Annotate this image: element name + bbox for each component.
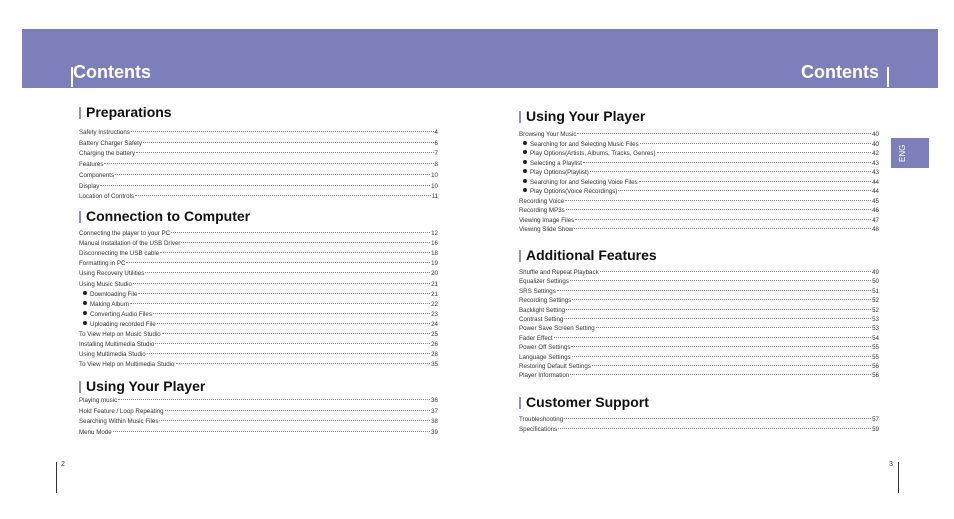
dot-leader [592,365,871,366]
toc-entry-text: Searching Within Music Files [79,418,159,426]
toc-entry[interactable] [79,192,438,202]
toc-entry-text: Selecting a Playlist [530,159,582,167]
toc-entry-page: 52 [872,306,879,314]
toc-entry-label [519,130,576,140]
dot-leader [138,293,430,294]
section-customer-support [519,393,879,433]
section-title: Using Your Player [526,108,646,124]
dot-leader [557,290,871,291]
toc-entry-label [79,182,99,192]
bullet-icon [83,311,87,315]
dot-leader [135,195,431,196]
toc-entry-text: Recording Voice [519,197,565,205]
section-heading [79,377,438,397]
dot-leader [118,399,430,400]
toc-entry-label [519,168,589,178]
toc-entry-page: 50 [872,278,879,286]
toc-entry-page: 38 [431,418,438,426]
toc-entry-label [79,192,134,202]
divider-line [56,462,57,493]
dot-leader [566,209,871,210]
toc-entry-label [79,320,156,330]
page-number-left: 2 [61,461,65,468]
toc-entry[interactable] [79,396,438,406]
toc-entry-label [79,249,159,259]
section-using-your-player-left [79,377,438,437]
toc-entry-page: 21 [431,290,438,298]
toc-entry-page: 4 [434,129,438,136]
toc-entry-label [79,149,135,159]
toc-entry[interactable] [519,130,879,140]
toc-entry-label [519,187,617,197]
header-banner-right [477,29,938,88]
toc-entry-label [79,417,158,427]
toc-entry-page: 12 [431,230,438,237]
bullet-icon [523,160,527,164]
toc-entry[interactable] [79,128,438,138]
dot-leader [618,190,871,191]
dot-leader [159,420,430,421]
dot-leader [113,431,430,432]
toc-entry-text: Language Settings [519,353,571,361]
page-number-right: 3 [889,461,893,468]
toc-entry[interactable] [79,249,438,259]
title-bar-mark [887,67,889,87]
bullet-icon [523,179,527,183]
toc-entry-text: Power Off Settings [519,344,571,352]
dot-leader [104,163,433,164]
toc-entry[interactable] [519,225,879,235]
toc-entry-label [79,290,137,300]
toc-entry[interactable] [519,159,879,169]
toc-entry-text: Disconnecting the USB cable [79,250,160,258]
toc-entry-text: To View Help on Music Studio [79,331,161,338]
section-heading [79,207,438,227]
toc-entry[interactable] [79,149,438,159]
toc-entry-text: Charging the battery [79,150,136,158]
divider-line [898,462,899,493]
dot-leader [145,272,430,273]
toc-entry-page: 43 [872,169,879,176]
dot-leader [133,283,430,284]
toc-entry-label [519,225,573,235]
toc-entry-text: Manual Installation of the USB Driver [79,240,181,248]
dot-leader [570,280,871,281]
toc-entry-text: Backlight Setting [519,306,566,314]
toc-entry-label [79,280,132,290]
dot-leader [575,219,871,220]
toc-entry-text: Equalizer Settings [519,278,569,286]
toc-entry-page: 7 [434,150,438,158]
dot-leader [583,162,871,163]
section-heading [519,246,879,266]
section-heading [79,103,438,123]
toc-entry-label [79,128,130,138]
dot-leader [100,185,430,186]
dot-leader [155,343,430,344]
dot-leader [558,428,871,429]
toc-entry-label [79,407,164,417]
toc-entry-text: Converting Audio Files [90,310,152,318]
toc-entry[interactable] [79,320,438,330]
toc-entry-page: 59 [872,425,879,433]
heading-bar-mark [79,211,81,223]
dot-leader [564,418,871,419]
toc-entry-text: Searching for and Selecting Voice Files [530,178,638,186]
section-title: Using Your Player [86,378,206,394]
toc-entry-label [79,340,154,350]
toc-entry[interactable] [79,269,438,279]
toc-entry-text: SRS Settings [519,287,556,295]
toc-entry-text: Playing music [79,397,118,404]
toc-entry-text: Features [79,161,104,169]
toc-entry[interactable] [79,330,438,340]
toc-entry-text: Connecting the player to your PC [79,230,171,237]
toc-entry-label [79,259,125,269]
dot-leader [571,346,871,347]
section-preparations [79,103,438,201]
dot-leader [176,363,431,364]
toc-entry[interactable] [519,371,879,381]
toc-entry-label [519,178,638,188]
toc-entry-label [79,300,129,310]
toc-entry-page: 10 [431,182,438,190]
dot-leader [130,303,430,304]
toc-entry[interactable] [519,178,879,188]
language-tab-label: ENG [898,144,907,162]
toc-entry-text: Searching for and Selecting Music Files [530,140,639,148]
toc-entry-page: 45 [872,197,879,205]
toc-entry-label [519,216,574,226]
toc-entry-label [79,310,152,320]
toc-entry[interactable] [519,149,879,159]
bullet-icon [83,321,87,325]
toc-entry-page: 44 [872,178,879,186]
toc-entry[interactable] [79,310,438,320]
toc-entry-label [519,206,565,216]
dot-leader [165,410,430,411]
bullet-icon [523,141,527,145]
toc-entry-page: 49 [872,269,879,276]
toc-entry-text: Power Save Screen Setting [519,325,595,333]
section-heading [519,393,879,413]
toc-entry[interactable] [79,407,438,417]
toc-entry-text: Play Options(Artists, Albums, Tracks, Genres) [530,150,656,157]
section-title: Connection to Computer [86,208,251,224]
toc-entry-text: Fader Effect [519,334,553,342]
dot-leader [554,337,872,338]
toc-entry[interactable] [79,360,438,370]
dot-leader [572,299,871,300]
toc-entry-text: Components [79,171,115,179]
toc-entry[interactable] [79,300,438,310]
toc-entry-page: 8 [434,161,438,169]
toc-entry-label [79,171,114,181]
toc-entry-page: 57 [872,416,879,423]
dot-leader [566,309,871,310]
dot-leader [153,313,430,314]
language-tab [891,138,929,168]
dot-leader [564,318,871,319]
toc-entry-text: Play Options(Playlist) [530,169,589,176]
toc-entry-text: Installing Multimedia Studio [79,341,155,349]
toc-entry[interactable] [79,340,438,350]
toc-entry-text: Hold Feature / Loop Repeating [79,407,164,415]
toc-entry-label [519,149,656,159]
section-connection-to-computer [79,207,438,369]
toc-entry-page: 52 [872,297,879,305]
toc-entry-text: Using Multimedia Studio [79,351,146,359]
toc-entry-page: 37 [431,407,438,415]
toc-entry-text: Recording MP3s [519,207,565,214]
dot-leader [136,152,433,153]
toc-entry-page: 40 [872,140,879,148]
toc-entry-label [79,269,144,279]
toc-entry-page: 46 [872,207,879,214]
dot-leader [181,242,430,243]
toc-entry-text: Viewing Image Files [519,216,575,224]
toc-entry-label [79,396,117,406]
toc-entry[interactable] [79,290,438,300]
toc-entry-label [519,197,564,207]
toc-entry-page: 40 [872,131,879,138]
toc-entry-label [79,330,161,340]
toc-entry-page: 56 [872,363,879,370]
toc-entry-page: 16 [431,240,438,248]
toc-entry-text: Specifications [519,425,558,433]
section-additional-features [519,246,879,380]
toc-entry[interactable] [79,171,438,181]
toc-entry-page: 18 [431,250,438,258]
toc-entry-page: 20 [431,270,438,278]
toc-entry-page: 36 [431,397,438,404]
toc-entry-page: 28 [431,351,438,359]
toc-entry-page: 44 [872,188,879,195]
bullet-icon [523,169,527,173]
toc-entry-page: 55 [872,344,879,352]
toc-entry-page: 51 [872,287,879,295]
heading-bar-mark [79,381,81,393]
dot-leader [565,200,871,201]
toc-entry-label [79,360,175,370]
toc-entry-page: 56 [872,372,879,380]
toc-entry-text: Uploading recorded File [90,320,156,328]
toc-entry-page: 21 [431,280,438,288]
toc-entry-page: 19 [431,260,438,268]
dot-leader [657,152,872,153]
toc-entry-page: 47 [872,216,879,224]
toc-entry-text: Location of Controls [79,193,135,201]
toc-entry[interactable] [519,206,879,216]
toc-entry-label [79,428,112,438]
toc-entry-text: To View Help on Multimedia Studio [79,361,175,369]
toc-entry-page: 55 [872,353,879,361]
toc-entry[interactable] [79,259,438,269]
toc-entry-text: Player Information [519,372,570,380]
toc-entry-label [79,160,103,170]
toc-entry-page: 6 [434,139,438,147]
toc-entry[interactable] [79,417,438,427]
toc-entry-text: Play Options(Voice Recordings) [530,188,618,195]
dot-leader [131,131,434,132]
toc-entry[interactable] [519,415,879,425]
toc-entry-page: 26 [431,341,438,349]
toc-entry-label [79,239,180,249]
page-title-right: Contents [801,62,879,82]
toc-entry-page: 23 [431,310,438,318]
dot-leader [640,143,871,144]
toc-entry-page: 53 [872,316,879,323]
toc-entry-text: Using Music Studio [79,280,132,288]
toc-entry-page: 42 [872,150,879,157]
toc-entry-page: 11 [431,193,438,201]
toc-entry-label [519,140,639,150]
toc-entry-page: 43 [872,159,879,167]
toc-entry-text: Display [79,182,100,190]
toc-entry-label [79,350,146,360]
toc-entry-text: Browsing Your Music [519,131,577,138]
toc-entry-label [519,371,569,381]
bullet-icon [523,150,527,154]
dot-leader [157,323,430,324]
toc-entry-text: Menu Mode [79,429,112,437]
toc-entry-text: Contrast Setting [519,316,564,323]
heading-bar-mark [519,397,521,409]
toc-entry[interactable] [519,168,879,178]
toc-entry-text: Formatting in PC [79,260,126,268]
dot-leader [639,181,871,182]
toc-entry[interactable] [79,350,438,360]
toc-entry-page: 39 [431,429,438,437]
toc-entry-text: Troubleshooting [519,416,564,423]
toc-entry[interactable] [79,182,438,192]
toc-entry-text: Recording Settings [519,297,572,305]
toc-entry-page: 25 [431,331,438,338]
toc-entry-page: 10 [431,171,438,179]
dot-leader [590,171,871,172]
dot-leader [162,333,430,334]
dot-leader [115,174,430,175]
toc-entry[interactable] [519,425,879,435]
bullet-icon [83,291,87,295]
toc-entry-text: Battery Charger Safety [79,139,142,147]
toc-entry-page: 22 [431,300,438,308]
heading-bar-mark [79,107,81,119]
heading-bar-mark [519,250,521,262]
section-using-your-player-right [519,107,879,233]
section-title: Customer Support [526,394,649,410]
toc-entry-page: 53 [872,325,879,333]
toc-entry[interactable] [79,280,438,290]
toc-entry-page: 48 [872,226,879,233]
toc-entry-text: Shuffle and Repeat Playback [519,269,599,276]
toc-entry-label [79,139,142,149]
header-banner-left [22,29,477,88]
page-title-left: Contents [73,62,151,82]
dot-leader [126,262,430,263]
toc-entry-text: Viewing Slide Show [519,226,574,233]
dot-leader [596,327,871,328]
dot-leader [574,228,871,229]
dot-leader [572,356,872,357]
dot-leader [570,374,871,375]
toc-entry-text: Safety Instructions [79,129,130,136]
toc-entry-label [519,425,557,435]
toc-entry[interactable] [519,140,879,150]
toc-entry-page: 24 [431,320,438,328]
toc-entry[interactable] [79,229,438,239]
toc-entry-text: Downloading File [90,290,138,298]
toc-entry-text: Using Recovery Utilities [79,270,145,278]
section-title: Preparations [86,104,172,120]
toc-entry[interactable] [519,187,879,197]
section-heading [519,107,879,127]
toc-entry-page: 35 [431,361,438,369]
toc-entry[interactable] [79,160,438,170]
toc-entry[interactable] [519,216,879,226]
heading-bar-mark [519,111,521,123]
dot-leader [577,133,871,134]
bullet-icon [83,301,87,305]
dot-leader [600,271,871,272]
toc-entry-text: Restoring Default Settings [519,363,591,370]
bullet-icon [523,188,527,192]
toc-entry[interactable] [79,139,438,149]
toc-entry-label [519,415,563,425]
toc-entry[interactable] [79,239,438,249]
toc-entry-label [79,229,170,239]
dot-leader [147,353,430,354]
toc-entry[interactable] [519,197,879,207]
toc-entry-text: Making Album [90,300,129,308]
dot-leader [171,232,430,233]
toc-entry-label [519,159,582,169]
dot-leader [160,252,430,253]
dot-leader [143,142,434,143]
toc-entry-page: 54 [872,334,879,342]
section-title: Additional Features [526,247,657,263]
toc-entry[interactable] [79,428,438,438]
